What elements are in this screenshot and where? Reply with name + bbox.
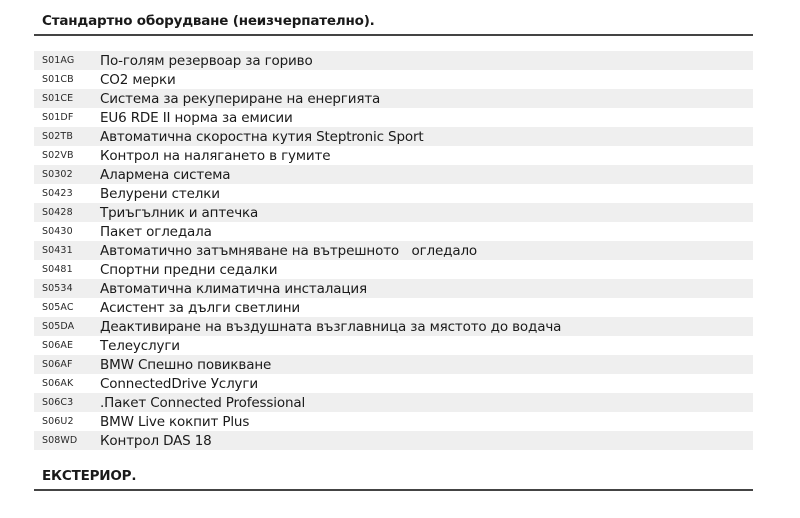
option-description: BMW Спешно повикване (100, 356, 272, 373)
equipment-row (34, 184, 753, 203)
equipment-row (34, 108, 753, 127)
option-description: Пакет огледала (100, 223, 212, 240)
section-title-standard-equipment: Стандартно оборудване (неизчерпателно). (42, 13, 375, 29)
option-description: Алармена система (100, 166, 231, 183)
option-description: Деактивиране на въздушната възглавница за мястото до водача (100, 318, 562, 335)
option-code: S0423 (42, 188, 73, 199)
equipment-row (34, 374, 753, 393)
equipment-row (34, 165, 753, 184)
equipment-row (34, 89, 753, 108)
option-code: S05AC (42, 302, 74, 313)
option-code: S02TB (42, 131, 73, 142)
option-description: По-голям резервоар за гориво (100, 52, 313, 69)
option-code: S08WD (42, 435, 78, 446)
equipment-row (34, 317, 753, 336)
equipment-row (34, 336, 753, 355)
option-description: Контрол DAS 18 (100, 432, 212, 449)
equipment-row (34, 51, 753, 70)
option-description: Автоматична климатична инсталация (100, 280, 367, 297)
option-code: S0430 (42, 226, 73, 237)
option-code: S0534 (42, 283, 73, 294)
option-code: S06C3 (42, 397, 74, 408)
option-code: S02VB (42, 150, 74, 161)
option-description: ConnectedDrive Услуги (100, 375, 258, 392)
section-divider (34, 489, 753, 491)
option-description: EU6 RDE II норма за емисии (100, 109, 293, 126)
option-description: Система за рекупериране на енергията (100, 90, 381, 107)
equipment-row (34, 279, 753, 298)
equipment-row (34, 70, 753, 89)
section-title-exterior: ЕКСТЕРИОР. (42, 468, 137, 484)
equipment-row (34, 412, 753, 431)
option-code: S05DA (42, 321, 75, 332)
option-code: S01CB (42, 74, 74, 85)
option-description: Автоматично затъмняване на вътрешното огледало (100, 242, 478, 259)
option-code: S01DF (42, 112, 74, 123)
option-code: S0481 (42, 264, 73, 275)
equipment-row (34, 127, 753, 146)
option-description: Контрол на налягането в гумите (100, 147, 331, 164)
equipment-row (34, 222, 753, 241)
equipment-row (34, 260, 753, 279)
option-code: S01AG (42, 55, 75, 66)
equipment-row (34, 298, 753, 317)
option-code: S01CE (42, 93, 74, 104)
option-code: S0428 (42, 207, 73, 218)
option-description: CO2 мерки (100, 71, 176, 88)
option-description: Триъгълник и аптечка (100, 204, 259, 221)
equipment-list (34, 51, 753, 450)
option-description: Спортни предни седалки (100, 261, 278, 278)
equipment-row (34, 203, 753, 222)
option-description: .Пакет Connected Professional (100, 394, 306, 411)
option-description: BMW Live кокпит Plus (100, 413, 250, 430)
equipment-row (34, 146, 753, 165)
option-code: S0431 (42, 245, 73, 256)
equipment-row (34, 431, 753, 450)
equipment-row (34, 393, 753, 412)
option-description: Автоматична скоростна кутия Steptronic Sport (100, 128, 424, 145)
option-code: S06AK (42, 378, 74, 389)
option-code: S0302 (42, 169, 73, 180)
option-code: S06AF (42, 359, 73, 370)
option-code: S06AE (42, 340, 74, 351)
option-description: Телеуслуги (100, 337, 180, 354)
equipment-row (34, 241, 753, 260)
section-divider (34, 34, 753, 36)
option-description: Асистент за дълги светлини (100, 299, 301, 316)
option-code: S06U2 (42, 416, 74, 427)
option-description: Велурени стелки (100, 185, 220, 202)
equipment-row (34, 355, 753, 374)
